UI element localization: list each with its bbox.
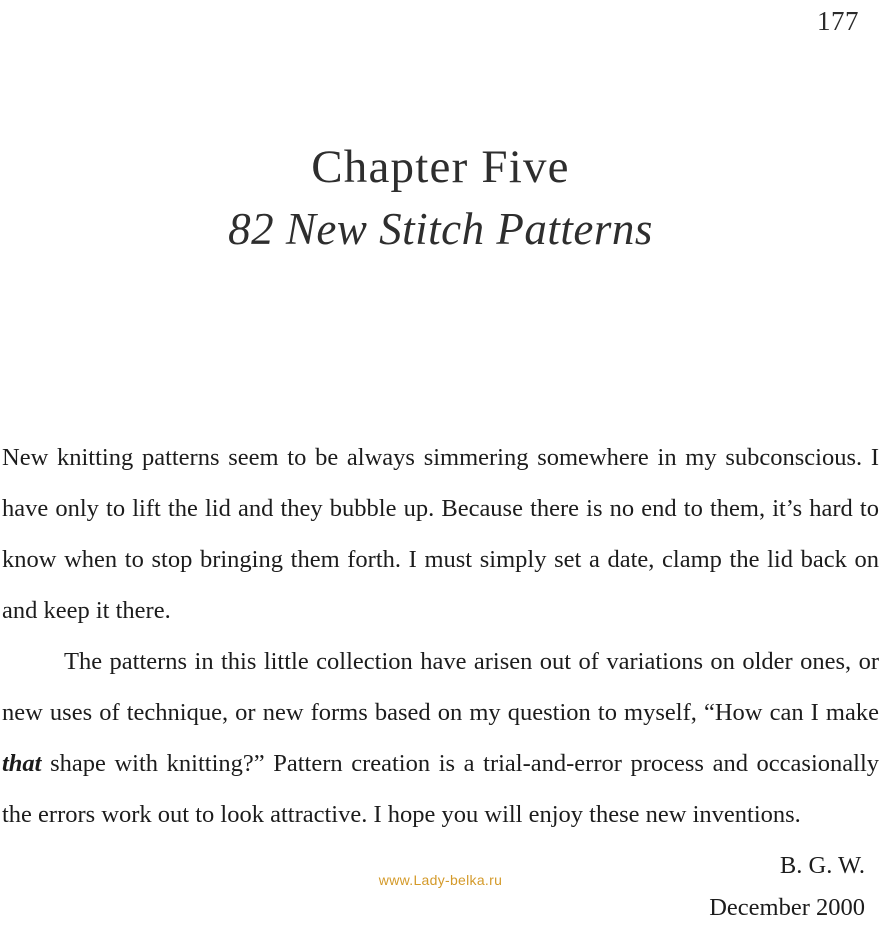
chapter-title: Chapter Five	[311, 141, 570, 193]
body-text	[2, 432, 879, 840]
signature-initials: B. G. W.	[779, 852, 865, 879]
chapter-heading	[0, 140, 881, 256]
page-number: 177	[817, 6, 859, 36]
paragraph-2-part-2: shape with knitting?” Pattern creation is a trial-and-error process and occasionally the errors work out to look attractive. I hope you will enjoy these new inventions.	[2, 750, 879, 828]
watermark: www.Lady-belka.ru	[378, 872, 503, 888]
signature-date: December 2000	[709, 894, 865, 921]
paragraph-2-part-1: The patterns in this little collection have arisen out of variations on older ones, or new uses of technique, or new forms based on my question to myself, “How can I make	[2, 648, 879, 726]
chapter-subtitle: 82 New Stitch Patterns	[228, 204, 653, 255]
paragraph-1: New knitting patterns seem to be always simmering somewhere in my subconscious. I have only to lift the lid and they bubble up. Because there is no end to them, it’s hard to know when to stop bringing them forth. I must simply set a date, clamp the lid back on and keep it there.	[2, 444, 879, 624]
paragraph-2	[2, 636, 879, 840]
paragraph-2-emphasis: that	[2, 750, 42, 777]
